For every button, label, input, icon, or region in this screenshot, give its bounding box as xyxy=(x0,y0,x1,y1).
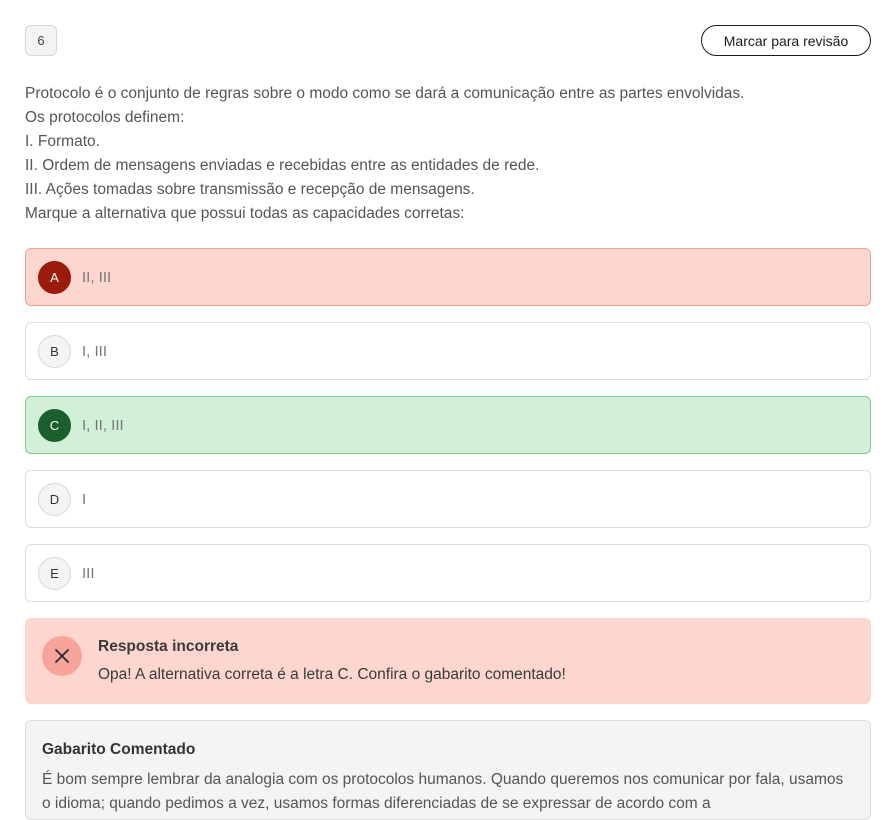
incorrect-answer-feedback xyxy=(25,618,871,704)
option-letter: D xyxy=(38,483,71,516)
feedback-title: Resposta incorreta xyxy=(98,638,239,655)
option-letter: B xyxy=(38,335,71,368)
option-letter: C xyxy=(38,409,71,442)
option-letter: E xyxy=(38,557,71,590)
question-number-badge: 6 xyxy=(25,25,57,56)
statement-line: III. Ações tomadas sobre transmissão e recepção de mensagens. xyxy=(25,181,475,198)
statement-line: I. Formato. xyxy=(25,133,100,150)
question-statement xyxy=(25,82,875,226)
option-text: I xyxy=(82,490,87,508)
option-text: III xyxy=(82,564,95,582)
statement-line: Os protocolos definem: xyxy=(25,109,185,126)
option-b[interactable] xyxy=(25,322,871,380)
feedback-message: Opa! A alternativa correta é a letra C. Confira o gabarito comentado! xyxy=(98,666,566,683)
statement-line: II. Ordem de mensagens enviadas e recebidas entre as entidades de rede. xyxy=(25,157,540,174)
commented-answer-panel xyxy=(25,720,871,820)
commentary-title: Gabarito Comentado xyxy=(42,741,196,758)
commentary-text: É bom sempre lembrar da analogia com os protocolos humanos. Quando queremos nos comunicar por fala, usamos o idioma; quando pedimos a vez, usamos formas diferenciadas de se expressar de acordo com a xyxy=(42,771,844,812)
option-a[interactable] xyxy=(25,248,871,306)
option-text: I, II, III xyxy=(82,416,124,434)
statement-line: Protocolo é o conjunto de regras sobre o modo como se dará a comunicação entre as partes envolvidas. xyxy=(25,85,745,102)
option-text: II, III xyxy=(82,268,112,286)
close-icon xyxy=(42,636,82,676)
statement-line: Marque a alternativa que possui todas as capacidades corretas: xyxy=(25,205,465,222)
option-c[interactable] xyxy=(25,396,871,454)
option-d[interactable] xyxy=(25,470,871,528)
option-letter: A xyxy=(38,261,71,294)
option-e[interactable] xyxy=(25,544,871,602)
option-text: I, III xyxy=(82,342,108,360)
mark-for-review-button[interactable]: Marcar para revisão xyxy=(701,25,871,56)
